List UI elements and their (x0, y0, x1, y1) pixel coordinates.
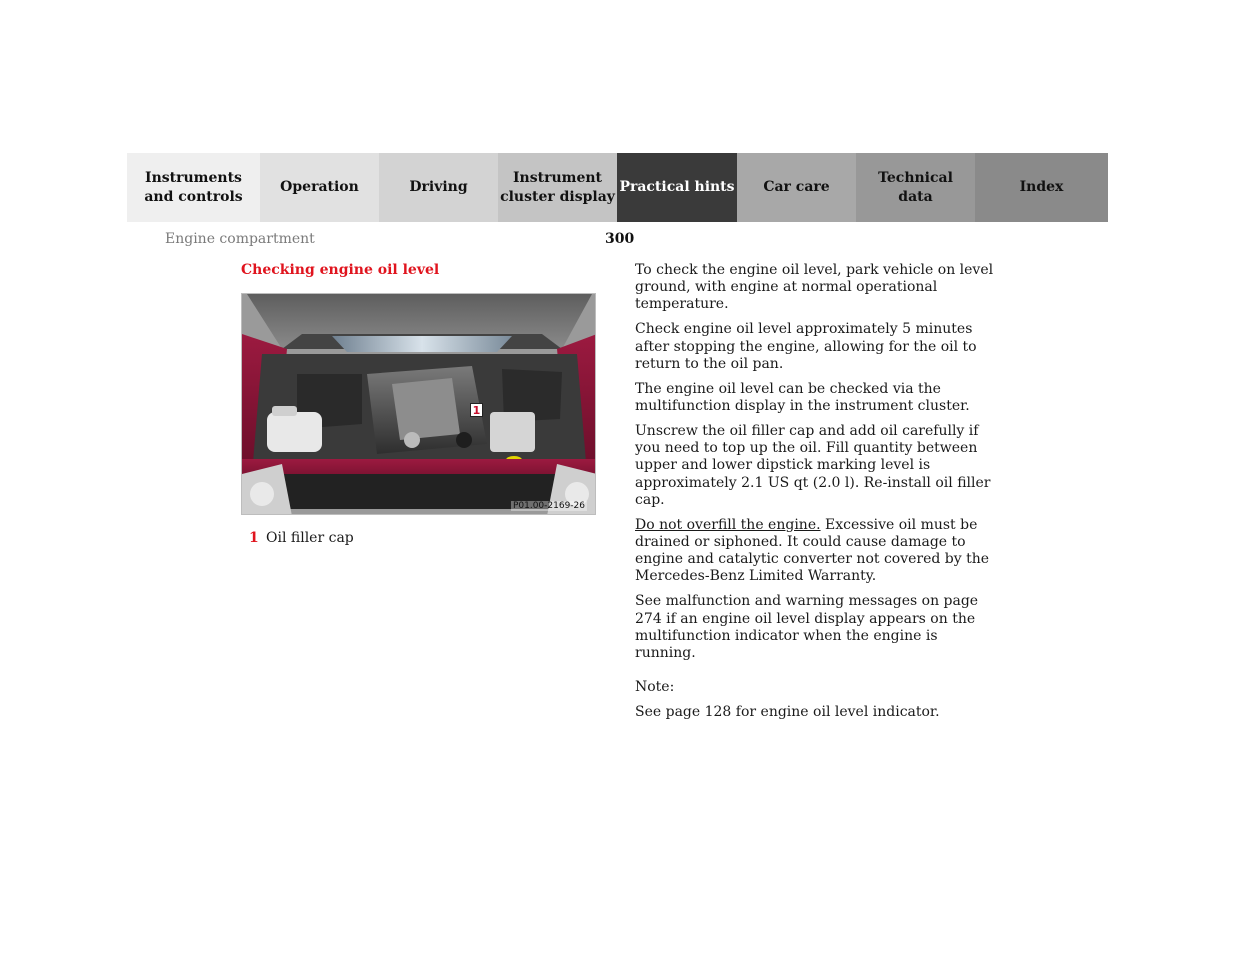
section-title: Engine compartment (165, 231, 315, 247)
chapter-tabs (127, 153, 1108, 222)
tab-practical-hints[interactable]: Practical hints (617, 153, 737, 222)
engine-compartment-illustration (241, 293, 596, 515)
paragraph-add-oil: Unscrew the oil filler cap and add oil carefully if you need to top up the oil. Fill quantity between upper and lower dipstick marking level is approximately 2.1 US qt (2.0 l). Re-install oil filler cap. (635, 423, 991, 508)
note-label: Note: (635, 679, 675, 696)
figure-legend (249, 530, 354, 546)
tab-index[interactable]: Index (975, 153, 1108, 222)
overfill-warning-emphasis: Do not overfill the engine. (635, 516, 821, 533)
figure-code: P01.00-2169-26 (512, 501, 585, 511)
overfill-warning-text: Excessive oil must be drained or siphoned. It could cause damage to engine and catalytic converter not covered by the Mercedes-Benz Limited Warranty. (635, 516, 990, 585)
paragraph-malfunction-messages: See malfunction and warning messages on page 274 if an engine oil level display appears on the multifunction indicator when the engine is running. (635, 593, 979, 662)
page-number: 300 (605, 231, 635, 247)
section-heading: Checking engine oil level (241, 262, 440, 278)
engine-illustration-svg (242, 294, 596, 515)
legend-number: 1 (249, 530, 259, 546)
tab-technical-data[interactable]: Technical data (856, 153, 975, 222)
legend-text: Oil filler cap (266, 530, 354, 546)
paragraph-multifunction-display: The engine oil level can be checked via the multifunction display in the instrument cluster. (635, 380, 970, 415)
instructions-column (635, 262, 1000, 729)
tab-instrument-cluster-display[interactable]: Instrument cluster display (498, 153, 617, 222)
tab-operation[interactable]: Operation (260, 153, 379, 222)
tab-instruments-and-controls[interactable]: Instruments and controls (127, 153, 260, 222)
tab-driving[interactable]: Driving (379, 153, 498, 222)
callout-marker-oil-filler-cap: 1 (470, 403, 483, 417)
tab-car-care[interactable]: Car care (737, 153, 856, 222)
paragraph-park-vehicle: To check the engine oil level, park vehicle on level ground, with engine at normal operational temperature. (635, 262, 994, 313)
paragraph-overfill-warning (635, 517, 1000, 586)
note-text: See page 128 for engine oil level indicator. (635, 704, 940, 721)
paragraph-check-timing: Check engine oil level approximately 5 minutes after stopping the engine, allowing for the oil to return to the oil pan. (635, 321, 977, 372)
